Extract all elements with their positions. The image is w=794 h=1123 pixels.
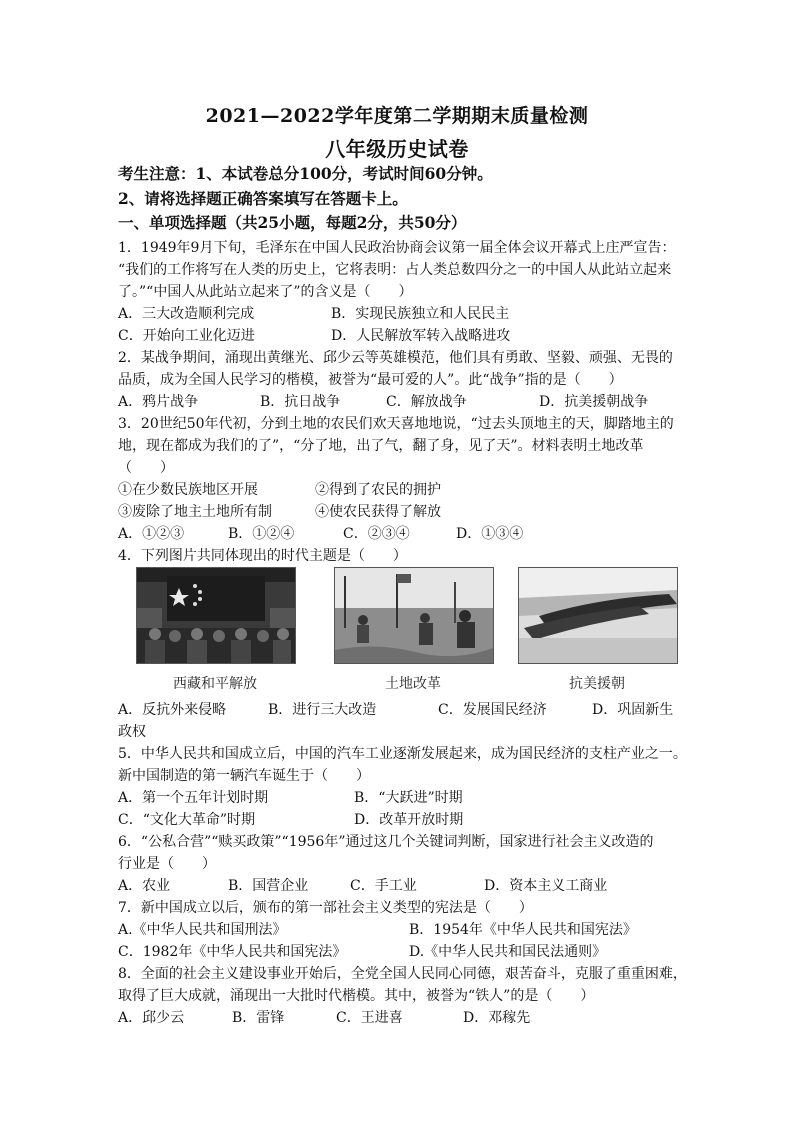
question-4-option-d-wrap: 政权 bbox=[118, 724, 146, 740]
option-b: B．实现民族独立和人民民主 bbox=[331, 306, 510, 322]
question-3-line-3: （ ） bbox=[118, 460, 174, 476]
section-heading: 一、单项选择题（共25小题，每题2分，共50分） bbox=[118, 213, 467, 232]
option-d: D．巩固新生 bbox=[592, 702, 674, 718]
option-a: A．反抗外来侵略 bbox=[118, 702, 227, 718]
option-c: C．1982年《中华人民共和国宪法》 bbox=[118, 944, 347, 960]
option-a: A．三大改造顺利完成 bbox=[118, 306, 255, 322]
question-1-line-3: 了。”“中国人从此站立起来了”的含义是（ ） bbox=[118, 284, 413, 300]
notice-line-2: 2、请将选择题正确答案填写在答题卡上。 bbox=[118, 189, 408, 208]
question-4-line-1: 4．下列图片共同体现出的时代主题是（ ） bbox=[118, 548, 407, 564]
option-d: D．①③④ bbox=[456, 526, 524, 542]
option-a: A．①②③ bbox=[118, 526, 185, 542]
statement-1: ①在少数民族地区开展 bbox=[118, 482, 258, 498]
option-c: C．发展国民经济 bbox=[438, 702, 547, 718]
statement-3: ③废除了地主土地所有制 bbox=[118, 504, 272, 520]
option-d: D．人民解放军转入战略进攻 bbox=[331, 328, 511, 344]
option-c: C．王进喜 bbox=[336, 1010, 403, 1026]
exam-subtitle: 八年级历史试卷 bbox=[325, 137, 469, 161]
exam-title: 2021—2022学年度第二学期期末质量检测 bbox=[205, 105, 589, 127]
photo-caption: 土地改革 bbox=[385, 676, 441, 692]
option-d: D．邓稼先 bbox=[463, 1010, 531, 1026]
option-a: A．农业 bbox=[118, 878, 171, 894]
question-4-photos bbox=[136, 567, 676, 697]
question-5-line-1: 5．中华人民共和国成立后，中国的汽车工业逐渐发展起来，成为国民经济的支柱产业之一。 bbox=[118, 746, 687, 762]
option-b: B．“大跃进”时期 bbox=[354, 790, 463, 806]
question-8-line-2: 取得了巨大成就，涌现出一大批时代楷模。其中，被誉为“铁人”的是（ ） bbox=[118, 988, 595, 1004]
question-1-line-2: “我们的工作将写在人类的历史上，它将表明：占人类总数四分之一的中国人从此站立起来 bbox=[118, 262, 672, 278]
option-b: B．雷锋 bbox=[232, 1010, 285, 1026]
question-1-line-1: 1．1949年9月下旬，毛泽东在中国人民政治协商会议第一届全体会议开幕式上庄严宣告： bbox=[118, 240, 676, 256]
question-2-line-2: 品质，成为全国人民学习的楷模，被誉为“最可爱的人”。此“战争”指的是（ ） bbox=[118, 372, 623, 388]
question-2-line-1: 2．某战争期间，涌现出黄继光、邱少云等英雄模范，他们具有勇敢、坚毅、顽强、无畏的 bbox=[118, 350, 673, 366]
photo-korean-war bbox=[518, 567, 676, 693]
photo-war-image bbox=[518, 567, 678, 664]
question-3-line-1: 3．20世纪50年代初，分到土地的农民们欢天喜地地说，“过去头顶地主的天，脚踏地主的 bbox=[118, 416, 674, 432]
photo-tibet-liberation bbox=[136, 567, 294, 693]
question-6-line-1: 6．“公私合营”“赎买政策”“1956年”通过这几个关键词判断，国家进行社会主义改造的 bbox=[118, 834, 654, 850]
option-a: A．邱少云 bbox=[118, 1010, 185, 1026]
option-d: D．改革开放时期 bbox=[354, 812, 464, 828]
option-d: D．资本主义工商业 bbox=[484, 878, 608, 894]
option-c: C．开始向工业化迈进 bbox=[118, 328, 255, 344]
option-d: D．抗美援朝战争 bbox=[539, 394, 649, 410]
question-7-line-1: 7．新中国成立以后，颁布的第一部社会主义类型的宪法是（ ） bbox=[118, 900, 533, 916]
question-6-line-2: 行业是（ ） bbox=[118, 856, 216, 872]
option-b: B．国营企业 bbox=[228, 878, 309, 894]
option-c: C．手工业 bbox=[350, 878, 417, 894]
option-b: B．进行三大改造 bbox=[268, 702, 377, 718]
option-a: A．鸦片战争 bbox=[118, 394, 199, 410]
statement-2: ②得到了农民的拥护 bbox=[315, 482, 441, 498]
option-c: C．“文化大革命”时期 bbox=[118, 812, 256, 828]
photo-caption: 抗美援朝 bbox=[569, 676, 625, 692]
option-a: A．第一个五年计划时期 bbox=[118, 790, 269, 806]
question-8-line-1: 8．全面的社会主义建设事业开始后，全党全国人民同心同德，艰苦奋斗，克服了重重困难， bbox=[118, 966, 687, 982]
question-3-line-2: 地，现在都成为我们的了”，“分了地，出了气，翻了身，见了天”。材料表明土地改革 bbox=[118, 438, 644, 454]
option-a: A.《中华人民共和国刑法》 bbox=[118, 922, 287, 938]
option-d: D.《中华人民共和国民法通则》 bbox=[409, 944, 607, 960]
photo-caption: 西藏和平解放 bbox=[173, 676, 257, 692]
option-c: C．解放战争 bbox=[386, 394, 467, 410]
option-b: B．①②④ bbox=[228, 526, 295, 542]
photo-land-reform bbox=[334, 567, 492, 693]
photo-land-image bbox=[334, 567, 494, 664]
statement-4: ④使农民获得了解放 bbox=[315, 504, 441, 520]
option-c: C．②③④ bbox=[343, 526, 410, 542]
notice-line-1: 考生注意：1、本试卷总分100分，考试时间60分钟。 bbox=[118, 164, 493, 183]
option-b: B．抗日战争 bbox=[260, 394, 341, 410]
photo-tibet-image bbox=[136, 567, 296, 664]
option-b: B．1954年《中华人民共和国宪法》 bbox=[409, 922, 637, 938]
question-5-line-2: 新中国制造的第一辆汽车诞生于（ ） bbox=[118, 768, 370, 784]
